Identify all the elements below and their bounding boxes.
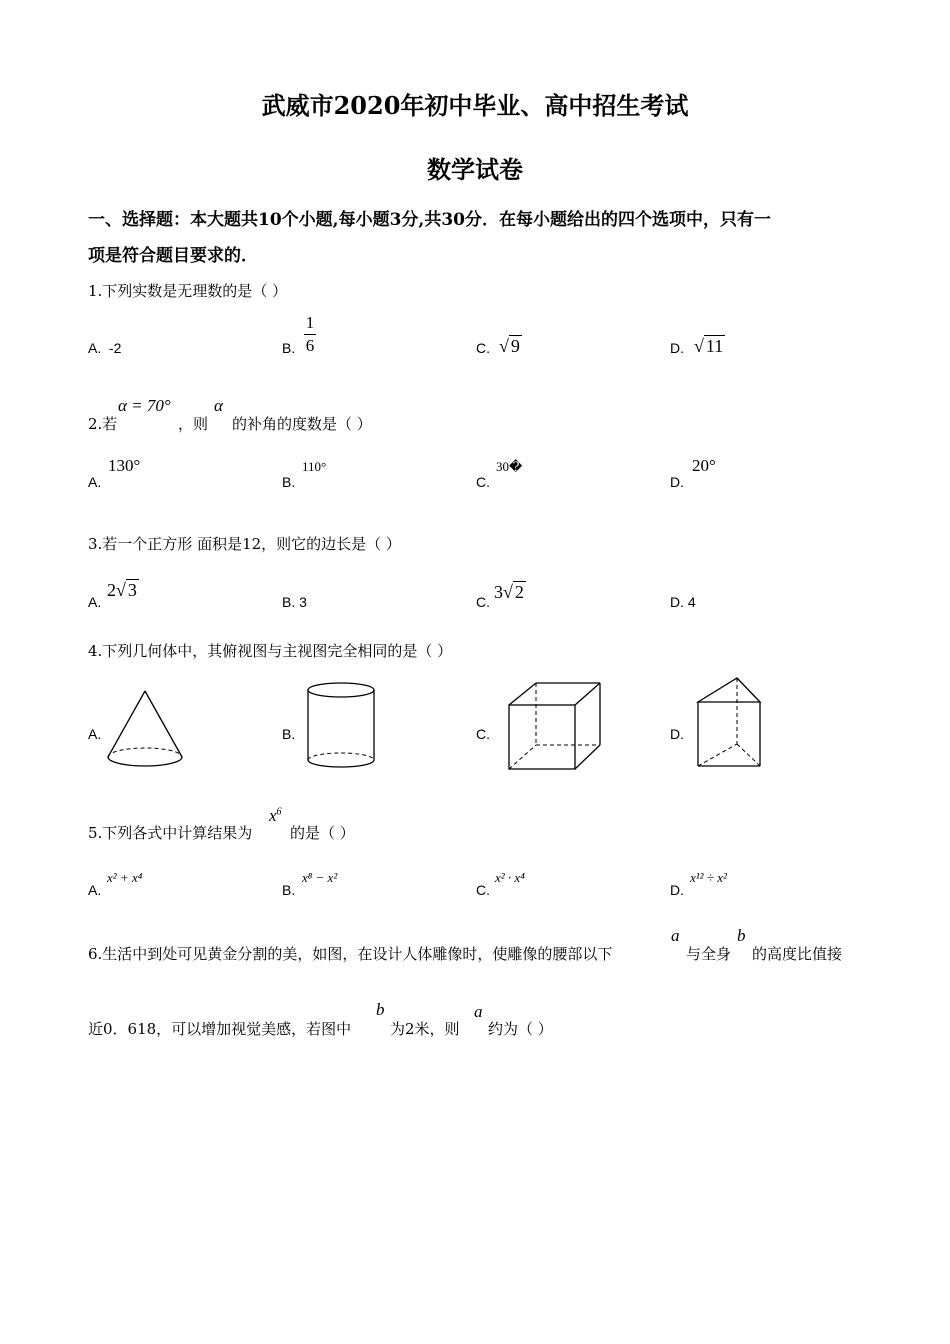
question-6-line2-prefix: 近0．618，可以增加视觉美感，若图中	[88, 1020, 352, 1038]
q2-option-c-value: 30�	[496, 459, 523, 474]
question-2-stem-suffix: 的补角的度数是（ ）	[232, 415, 372, 433]
question-5-stem-prefix: 5.下列各式中计算结果为	[88, 824, 253, 842]
q4-option-b-label: B.	[282, 726, 296, 742]
question-2-stem-mid: ，则	[178, 415, 209, 433]
section-instructions-line1: 一、选择题：本大题共10个小题,每小题3分,共30分．在每小题给出的四个选项中，只有一	[88, 210, 771, 230]
question-6-line1-suffix: 的高度比值接	[752, 945, 843, 963]
q2-math-alpha: α	[214, 396, 223, 415]
q3-option-a-label: A.	[88, 594, 102, 610]
cone-figure	[104, 688, 186, 772]
q1-option-a	[88, 340, 121, 356]
q1-option-b-label: B.	[282, 340, 296, 356]
q2-option-c-label: C.	[476, 474, 490, 490]
q5-stem-math: $x^6$	[269, 806, 282, 825]
q5-option-b-label: B.	[282, 882, 296, 898]
q2-option-d-label: D.	[670, 474, 684, 490]
question-2-stem-prefix: 2.若	[88, 415, 118, 433]
cylinder-figure	[304, 680, 378, 774]
question-6-line1-prefix: 6.生活中到处可见黄金分割的美，如图，在设计人体雕像时，使雕像的腰部以下	[88, 945, 613, 963]
q2-option-b-label: B.	[282, 474, 296, 490]
q5-option-a-label: A.	[88, 882, 102, 898]
q2-option-a-label: A.	[88, 474, 102, 490]
question-6-line2-mid: 为2米，则	[390, 1020, 460, 1038]
q1-option-c-label: C.	[476, 340, 490, 356]
numerator: 1	[305, 313, 315, 332]
q5-option-c-math: x² · x⁴	[495, 870, 525, 885]
q5-option-d-math: x¹² ÷ x²	[690, 870, 727, 885]
option-value: -2	[109, 340, 122, 356]
q3-option-c-value: 3√ 2	[494, 582, 524, 602]
q3-option-d: D. 4	[670, 594, 696, 610]
q4-option-a-label: A.	[88, 726, 102, 742]
denominator: 6	[305, 336, 315, 355]
q4-option-d-label: D.	[670, 726, 684, 742]
q2-option-a-value: 130°	[108, 456, 141, 475]
q2-option-d-value: 20°	[692, 456, 716, 475]
q6-var-a: a	[671, 926, 680, 945]
q3-option-a-value: 2√ 3	[107, 580, 137, 600]
q3-option-c-label: C.	[476, 594, 490, 610]
question-6-line2-suffix: 约为（ ）	[488, 1020, 553, 1038]
question-4-stem: 4.下列几何体中，其俯视图与主视图完全相同的是（ ）	[88, 642, 453, 660]
q1-option-d-label: D.	[670, 340, 684, 356]
q3-option-b: B. 3	[282, 594, 307, 610]
question-3-stem: 3.若一个正方形 面积是12，则它的边长是（ ）	[88, 535, 401, 553]
option-label: A.	[88, 340, 102, 356]
q6-var-b-line2: b	[376, 1000, 385, 1019]
paper-subtitle: 数学试卷	[427, 155, 523, 184]
q2-math-alpha-equals: α = 70°	[118, 396, 171, 415]
q5-option-c-label: C.	[476, 882, 490, 898]
exam-title: 武威市2020年初中毕业、高中招生考试	[261, 91, 689, 120]
q1-option-c-radical: √ 9	[499, 336, 520, 356]
q5-option-d-label: D.	[670, 882, 684, 898]
question-5-stem-suffix: 的是（ ）	[290, 824, 355, 842]
q5-option-a-math: x² + x⁴	[107, 870, 143, 885]
q1-option-d-radical: √ 11	[694, 336, 724, 356]
triangular-prism-figure	[694, 674, 766, 772]
section-instructions-line2: 项是符合题目要求的．	[88, 246, 258, 266]
q5-option-b-math: x⁸ − x²	[302, 870, 338, 885]
q6-var-a-line2: a	[474, 1002, 483, 1021]
q2-option-b-value: 110°	[302, 459, 327, 474]
question-1-stem: 1.下列实数是无理数的是（ ）	[88, 282, 288, 300]
question-6-line1-mid: 与全身	[686, 945, 732, 963]
cube-figure	[506, 680, 604, 772]
q4-option-c-label: C.	[476, 726, 490, 742]
q1-option-b-fraction	[304, 313, 316, 355]
q6-var-b: b	[737, 926, 746, 945]
